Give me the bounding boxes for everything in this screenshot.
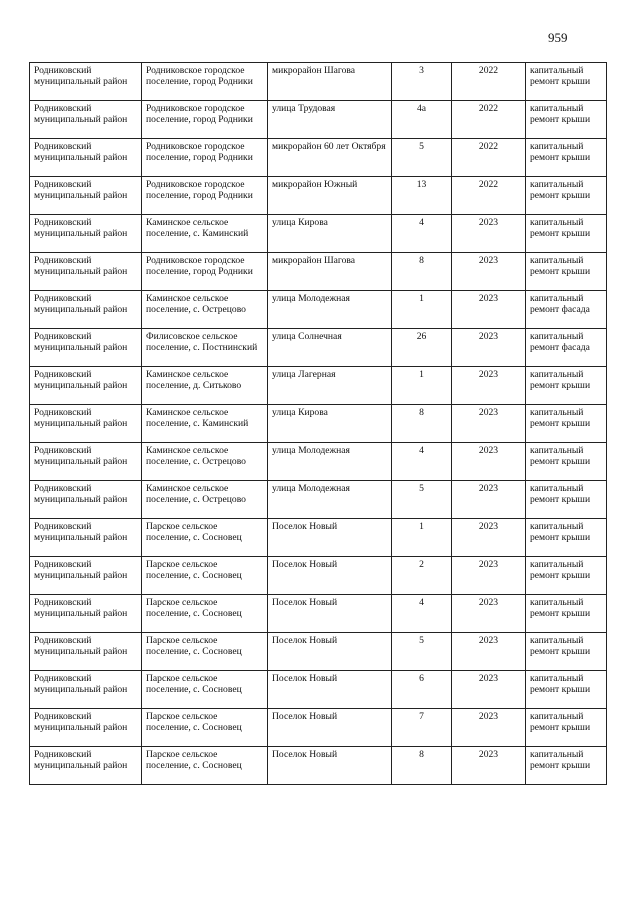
street-cell: Поселок Новый: [268, 519, 392, 557]
district-cell: Родниковский муниципальный район: [30, 291, 142, 329]
table-row: [30, 633, 607, 671]
house-number-cell: 8: [392, 405, 452, 443]
repair-schedule-table: [29, 62, 607, 785]
house-number-cell: 2: [392, 557, 452, 595]
settlement-cell: Родниковское городское поселение, город Родники: [142, 63, 268, 101]
work-type-cell: капитальный ремонт крыши: [526, 139, 607, 177]
district-cell: Родниковский муниципальный район: [30, 139, 142, 177]
street-cell: микрорайон Южный: [268, 177, 392, 215]
year-cell: 2022: [452, 139, 526, 177]
district-cell: Родниковский муниципальный район: [30, 367, 142, 405]
work-type-cell: капитальный ремонт крыши: [526, 747, 607, 785]
year-cell: 2023: [452, 481, 526, 519]
house-number-cell: 4: [392, 595, 452, 633]
house-number-cell: 4: [392, 215, 452, 253]
settlement-cell: Парское сельское поселение, с. Сосновец: [142, 671, 268, 709]
settlement-cell: Парское сельское поселение, с. Сосновец: [142, 595, 268, 633]
work-type-cell: капитальный ремонт крыши: [526, 101, 607, 139]
year-cell: 2023: [452, 329, 526, 367]
work-type-cell: капитальный ремонт фасада: [526, 329, 607, 367]
page-number: 959: [548, 30, 568, 45]
table-row: [30, 329, 607, 367]
street-cell: улица Солнечная: [268, 329, 392, 367]
table-row: [30, 557, 607, 595]
district-cell: Родниковский муниципальный район: [30, 709, 142, 747]
street-cell: улица Молодежная: [268, 443, 392, 481]
settlement-cell: Парское сельское поселение, с. Сосновец: [142, 709, 268, 747]
house-number-cell: 1: [392, 291, 452, 329]
district-cell: Родниковский муниципальный район: [30, 101, 142, 139]
table-row: [30, 63, 607, 101]
settlement-cell: Каминское сельское поселение, с. Каминский: [142, 405, 268, 443]
work-type-cell: капитальный ремонт крыши: [526, 709, 607, 747]
district-cell: Родниковский муниципальный район: [30, 63, 142, 101]
work-type-cell: капитальный ремонт крыши: [526, 63, 607, 101]
table-row: [30, 595, 607, 633]
house-number-cell: 6: [392, 671, 452, 709]
street-cell: микрорайон Шагова: [268, 63, 392, 101]
table-row: [30, 747, 607, 785]
table-row: [30, 405, 607, 443]
year-cell: 2023: [452, 671, 526, 709]
table-row: [30, 481, 607, 519]
work-type-cell: капитальный ремонт крыши: [526, 671, 607, 709]
district-cell: Родниковский муниципальный район: [30, 253, 142, 291]
street-cell: Поселок Новый: [268, 709, 392, 747]
house-number-cell: 7: [392, 709, 452, 747]
district-cell: Родниковский муниципальный район: [30, 519, 142, 557]
street-cell: Поселок Новый: [268, 671, 392, 709]
street-cell: Поселок Новый: [268, 557, 392, 595]
year-cell: 2022: [452, 101, 526, 139]
work-type-cell: капитальный ремонт фасада: [526, 291, 607, 329]
work-type-cell: капитальный ремонт крыши: [526, 519, 607, 557]
table-row: [30, 367, 607, 405]
district-cell: Родниковский муниципальный район: [30, 481, 142, 519]
street-cell: улица Молодежная: [268, 291, 392, 329]
settlement-cell: Парское сельское поселение, с. Сосновец: [142, 519, 268, 557]
year-cell: 2023: [452, 709, 526, 747]
settlement-cell: Родниковское городское поселение, город Родники: [142, 101, 268, 139]
table-body: [30, 63, 607, 785]
district-cell: Родниковский муниципальный район: [30, 177, 142, 215]
table-row: [30, 671, 607, 709]
house-number-cell: 4: [392, 443, 452, 481]
street-cell: улица Трудовая: [268, 101, 392, 139]
year-cell: 2023: [452, 557, 526, 595]
work-type-cell: капитальный ремонт крыши: [526, 443, 607, 481]
district-cell: Родниковский муниципальный район: [30, 747, 142, 785]
settlement-cell: Родниковское городское поселение, город Родники: [142, 253, 268, 291]
work-type-cell: капитальный ремонт крыши: [526, 633, 607, 671]
street-cell: микрорайон Шагова: [268, 253, 392, 291]
district-cell: Родниковский муниципальный район: [30, 557, 142, 595]
settlement-cell: Каминское сельское поселение, д. Ситьково: [142, 367, 268, 405]
settlement-cell: Филисовское сельское поселение, с. Постнинский: [142, 329, 268, 367]
district-cell: Родниковский муниципальный район: [30, 671, 142, 709]
settlement-cell: Каминское сельское поселение, с. Острецово: [142, 291, 268, 329]
year-cell: 2023: [452, 595, 526, 633]
settlement-cell: Парское сельское поселение, с. Сосновец: [142, 747, 268, 785]
settlement-cell: Каминское сельское поселение, с. Острецово: [142, 481, 268, 519]
table-row: [30, 101, 607, 139]
district-cell: Родниковский муниципальный район: [30, 329, 142, 367]
year-cell: 2023: [452, 291, 526, 329]
district-cell: Родниковский муниципальный район: [30, 405, 142, 443]
table-row: [30, 215, 607, 253]
street-cell: улица Кирова: [268, 215, 392, 253]
street-cell: Поселок Новый: [268, 595, 392, 633]
settlement-cell: Каминское сельское поселение, с. Каминский: [142, 215, 268, 253]
street-cell: улица Лагерная: [268, 367, 392, 405]
street-cell: Поселок Новый: [268, 747, 392, 785]
table-row: [30, 443, 607, 481]
work-type-cell: капитальный ремонт крыши: [526, 557, 607, 595]
house-number-cell: 4а: [392, 101, 452, 139]
settlement-cell: Каминское сельское поселение, с. Острецово: [142, 443, 268, 481]
year-cell: 2023: [452, 747, 526, 785]
street-cell: улица Молодежная: [268, 481, 392, 519]
year-cell: 2022: [452, 177, 526, 215]
house-number-cell: 5: [392, 633, 452, 671]
house-number-cell: 5: [392, 139, 452, 177]
house-number-cell: 13: [392, 177, 452, 215]
house-number-cell: 8: [392, 747, 452, 785]
year-cell: 2023: [452, 367, 526, 405]
work-type-cell: капитальный ремонт крыши: [526, 481, 607, 519]
work-type-cell: капитальный ремонт крыши: [526, 405, 607, 443]
year-cell: 2023: [452, 633, 526, 671]
settlement-cell: Родниковское городское поселение, город Родники: [142, 177, 268, 215]
street-cell: улица Кирова: [268, 405, 392, 443]
street-cell: Поселок Новый: [268, 633, 392, 671]
district-cell: Родниковский муниципальный район: [30, 595, 142, 633]
house-number-cell: 3: [392, 63, 452, 101]
year-cell: 2022: [452, 63, 526, 101]
year-cell: 2023: [452, 405, 526, 443]
year-cell: 2023: [452, 519, 526, 557]
house-number-cell: 5: [392, 481, 452, 519]
settlement-cell: Родниковское городское поселение, город Родники: [142, 139, 268, 177]
house-number-cell: 1: [392, 367, 452, 405]
table-row: [30, 709, 607, 747]
district-cell: Родниковский муниципальный район: [30, 215, 142, 253]
settlement-cell: Парское сельское поселение, с. Сосновец: [142, 557, 268, 595]
work-type-cell: капитальный ремонт крыши: [526, 177, 607, 215]
table-row: [30, 519, 607, 557]
work-type-cell: капитальный ремонт крыши: [526, 595, 607, 633]
year-cell: 2023: [452, 215, 526, 253]
house-number-cell: 26: [392, 329, 452, 367]
settlement-cell: Парское сельское поселение, с. Сосновец: [142, 633, 268, 671]
table-row: [30, 177, 607, 215]
year-cell: 2023: [452, 443, 526, 481]
house-number-cell: 1: [392, 519, 452, 557]
work-type-cell: капитальный ремонт крыши: [526, 367, 607, 405]
work-type-cell: капитальный ремонт крыши: [526, 253, 607, 291]
table-row: [30, 291, 607, 329]
work-type-cell: капитальный ремонт крыши: [526, 215, 607, 253]
year-cell: 2023: [452, 253, 526, 291]
district-cell: Родниковский муниципальный район: [30, 443, 142, 481]
street-cell: микрорайон 60 лет Октября: [268, 139, 392, 177]
house-number-cell: 8: [392, 253, 452, 291]
table-row: [30, 139, 607, 177]
table-row: [30, 253, 607, 291]
district-cell: Родниковский муниципальный район: [30, 633, 142, 671]
